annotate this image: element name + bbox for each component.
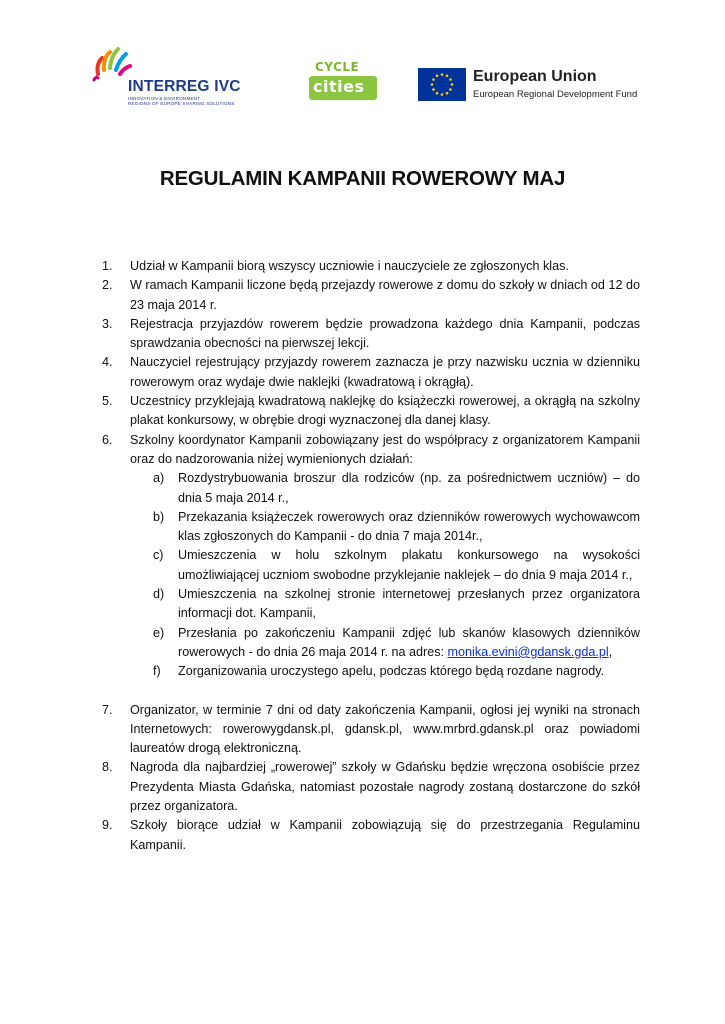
rule-item (102, 257, 640, 276)
subitem-letter: c) (153, 548, 164, 563)
subitem-letter: d) (153, 587, 165, 602)
rule-number: 6. (102, 432, 113, 447)
rule-item (102, 701, 640, 759)
rule-item (102, 276, 640, 315)
rule-item (102, 816, 640, 855)
rule-number: 8. (102, 760, 113, 775)
eu-subtitle: European Regional Development Fund (473, 89, 638, 100)
cycle-cities-logo (307, 60, 379, 104)
rule-text: Nauczyciel rejestrujący przyjazdy rowerem zaznacza je przy nazwisku ucznia w dzienniku rowerowym oraz wydaje dwie naklejki (kwadratową i okrągłą). (130, 355, 640, 389)
rule-text: Udział w Kampanii biorą wszyscy uczniowie i nauczyciele ze zgłoszonych klas. (130, 259, 569, 273)
rule-number: 9. (102, 818, 113, 833)
rule-text: W ramach Kampanii liczone będą przejazdy rowerowe z domu do szkoły w dniach od 12 do 23 maja 2014 r. (130, 278, 640, 312)
subitem-letter: a) (153, 471, 165, 486)
rule-number: 1. (102, 259, 113, 273)
rule-item (102, 392, 640, 431)
interreg-brush-icon (92, 44, 132, 84)
interreg-subtitle-line: INNOVATION & ENVIRONMENT (128, 96, 201, 101)
rules-list (102, 257, 640, 855)
subitem (130, 469, 640, 508)
email-link[interactable]: monika.evini@gdansk.gda.pl (447, 644, 609, 659)
rule-text: Rejestracja przyjazdów rowerem będzie prowadzona każdego dnia Kampanii, podczas sprawdzania obecności na pierwszej lekcji. (130, 316, 640, 351)
header-logos (0, 0, 725, 120)
rule-number: 7. (102, 702, 113, 717)
subitem-text: Zorganizowania uroczystego apelu, podczas którego będą rozdane nagrody. (178, 664, 605, 679)
cycle-cities-line1: CYCLE (315, 60, 360, 74)
interreg-title: INTERREG IVC (128, 78, 241, 95)
subitem-text-after: , (608, 644, 613, 659)
eu-title: European Union (473, 68, 597, 85)
interreg-subtitle (128, 96, 235, 107)
rule-item (102, 431, 640, 470)
subitem-text: Przekazania książeczek rowerowych oraz dzienników rowerowych wychowawcom klas zgłoszonych do Kampanii - do dnia 7 maja 2014r., (178, 509, 640, 544)
rule-number: 3. (102, 316, 113, 331)
eu-logo (418, 68, 678, 102)
subitem-text: Rozdystrybuowania broszur dla rodziców (np. za pośrednictwem uczniów) – do dnia 5 maja 2014 r., (178, 471, 640, 505)
rule-text: Organizator, w terminie 7 dni od daty zakończenia Kampanii, ogłosi jej wyniki na stronach Internetowych: rowerowygdansk.pl, gdansk.pl, www.mrbrd.gdansk.pl oraz powiadomi laureatów drogą elektroniczną. (130, 702, 640, 756)
cycle-cities-line2: cities (313, 77, 365, 96)
subitem-text: Umieszczenia w holu szkolnym plakatu konkursowego na wysokości umożliwiającej uczniom swobodne przyklejanie naklejek – do dnia 9 maja 2014 r., (178, 548, 640, 582)
interreg-logo (92, 44, 272, 112)
subitem-letter: b) (153, 509, 165, 524)
subitem-letter: f) (153, 664, 161, 679)
rule-text: Szkolny koordynator Kampanii zobowiązany jest do współpracy z organizatorem Kampanii oraz do nadzorowania niżej wymienionych działań: (130, 432, 640, 466)
rule-item (102, 315, 640, 354)
rule-item (102, 758, 640, 816)
rule-text: Uczestnicy przyklejają kwadratową naklejkę do książeczki rowerowej, a okrągłą na szkolny plakat konkursowy, w obrębie drogi wyznaczonej dla danej klasy. (130, 394, 640, 428)
rule-number: 5. (102, 394, 113, 409)
rule-item (102, 353, 640, 392)
rule-number: 2. (102, 278, 113, 293)
subitem (130, 585, 640, 624)
rule-text: Szkoły biorące udział w Kampanii zobowiązują się do przestrzegania Regulaminu Kampanii. (130, 818, 640, 852)
document-title: REGULAMIN KAMPANII ROWEROWY MAJ (159, 167, 566, 190)
subitem (130, 546, 640, 585)
rule-text: Nagroda dla najbardziej „rowerowej” szkoły w Gdańsku będzie wręczona osobiście przez Prezydenta Miasta Gdańska, natomiast pozostałe nagrody zostaną dostarczone do szkół przez organizatora. (130, 760, 640, 814)
subitem-text-main: Przesłania po zakończeniu Kampanii zdjęć lub skanów klasowych dzienników rowerowych - do dnia 26 maja 2014 r. na adres: (178, 625, 640, 659)
rule-number: 4. (102, 355, 113, 370)
subitem (130, 662, 640, 681)
eu-flag-icon (418, 68, 466, 101)
subitem (130, 624, 640, 663)
interreg-subtitle-line: REGIONS OF EUROPE SHARING SOLUTIONS (128, 101, 235, 107)
subitems-block (102, 469, 640, 681)
subitem-letter: e) (153, 625, 165, 640)
subitem-text (178, 624, 640, 663)
subitem (130, 508, 640, 547)
subitem-text: Umieszczenia na szkolnej stronie internetowej przesłanych przez organizatora informacji dot. Kampanii, (178, 587, 640, 621)
